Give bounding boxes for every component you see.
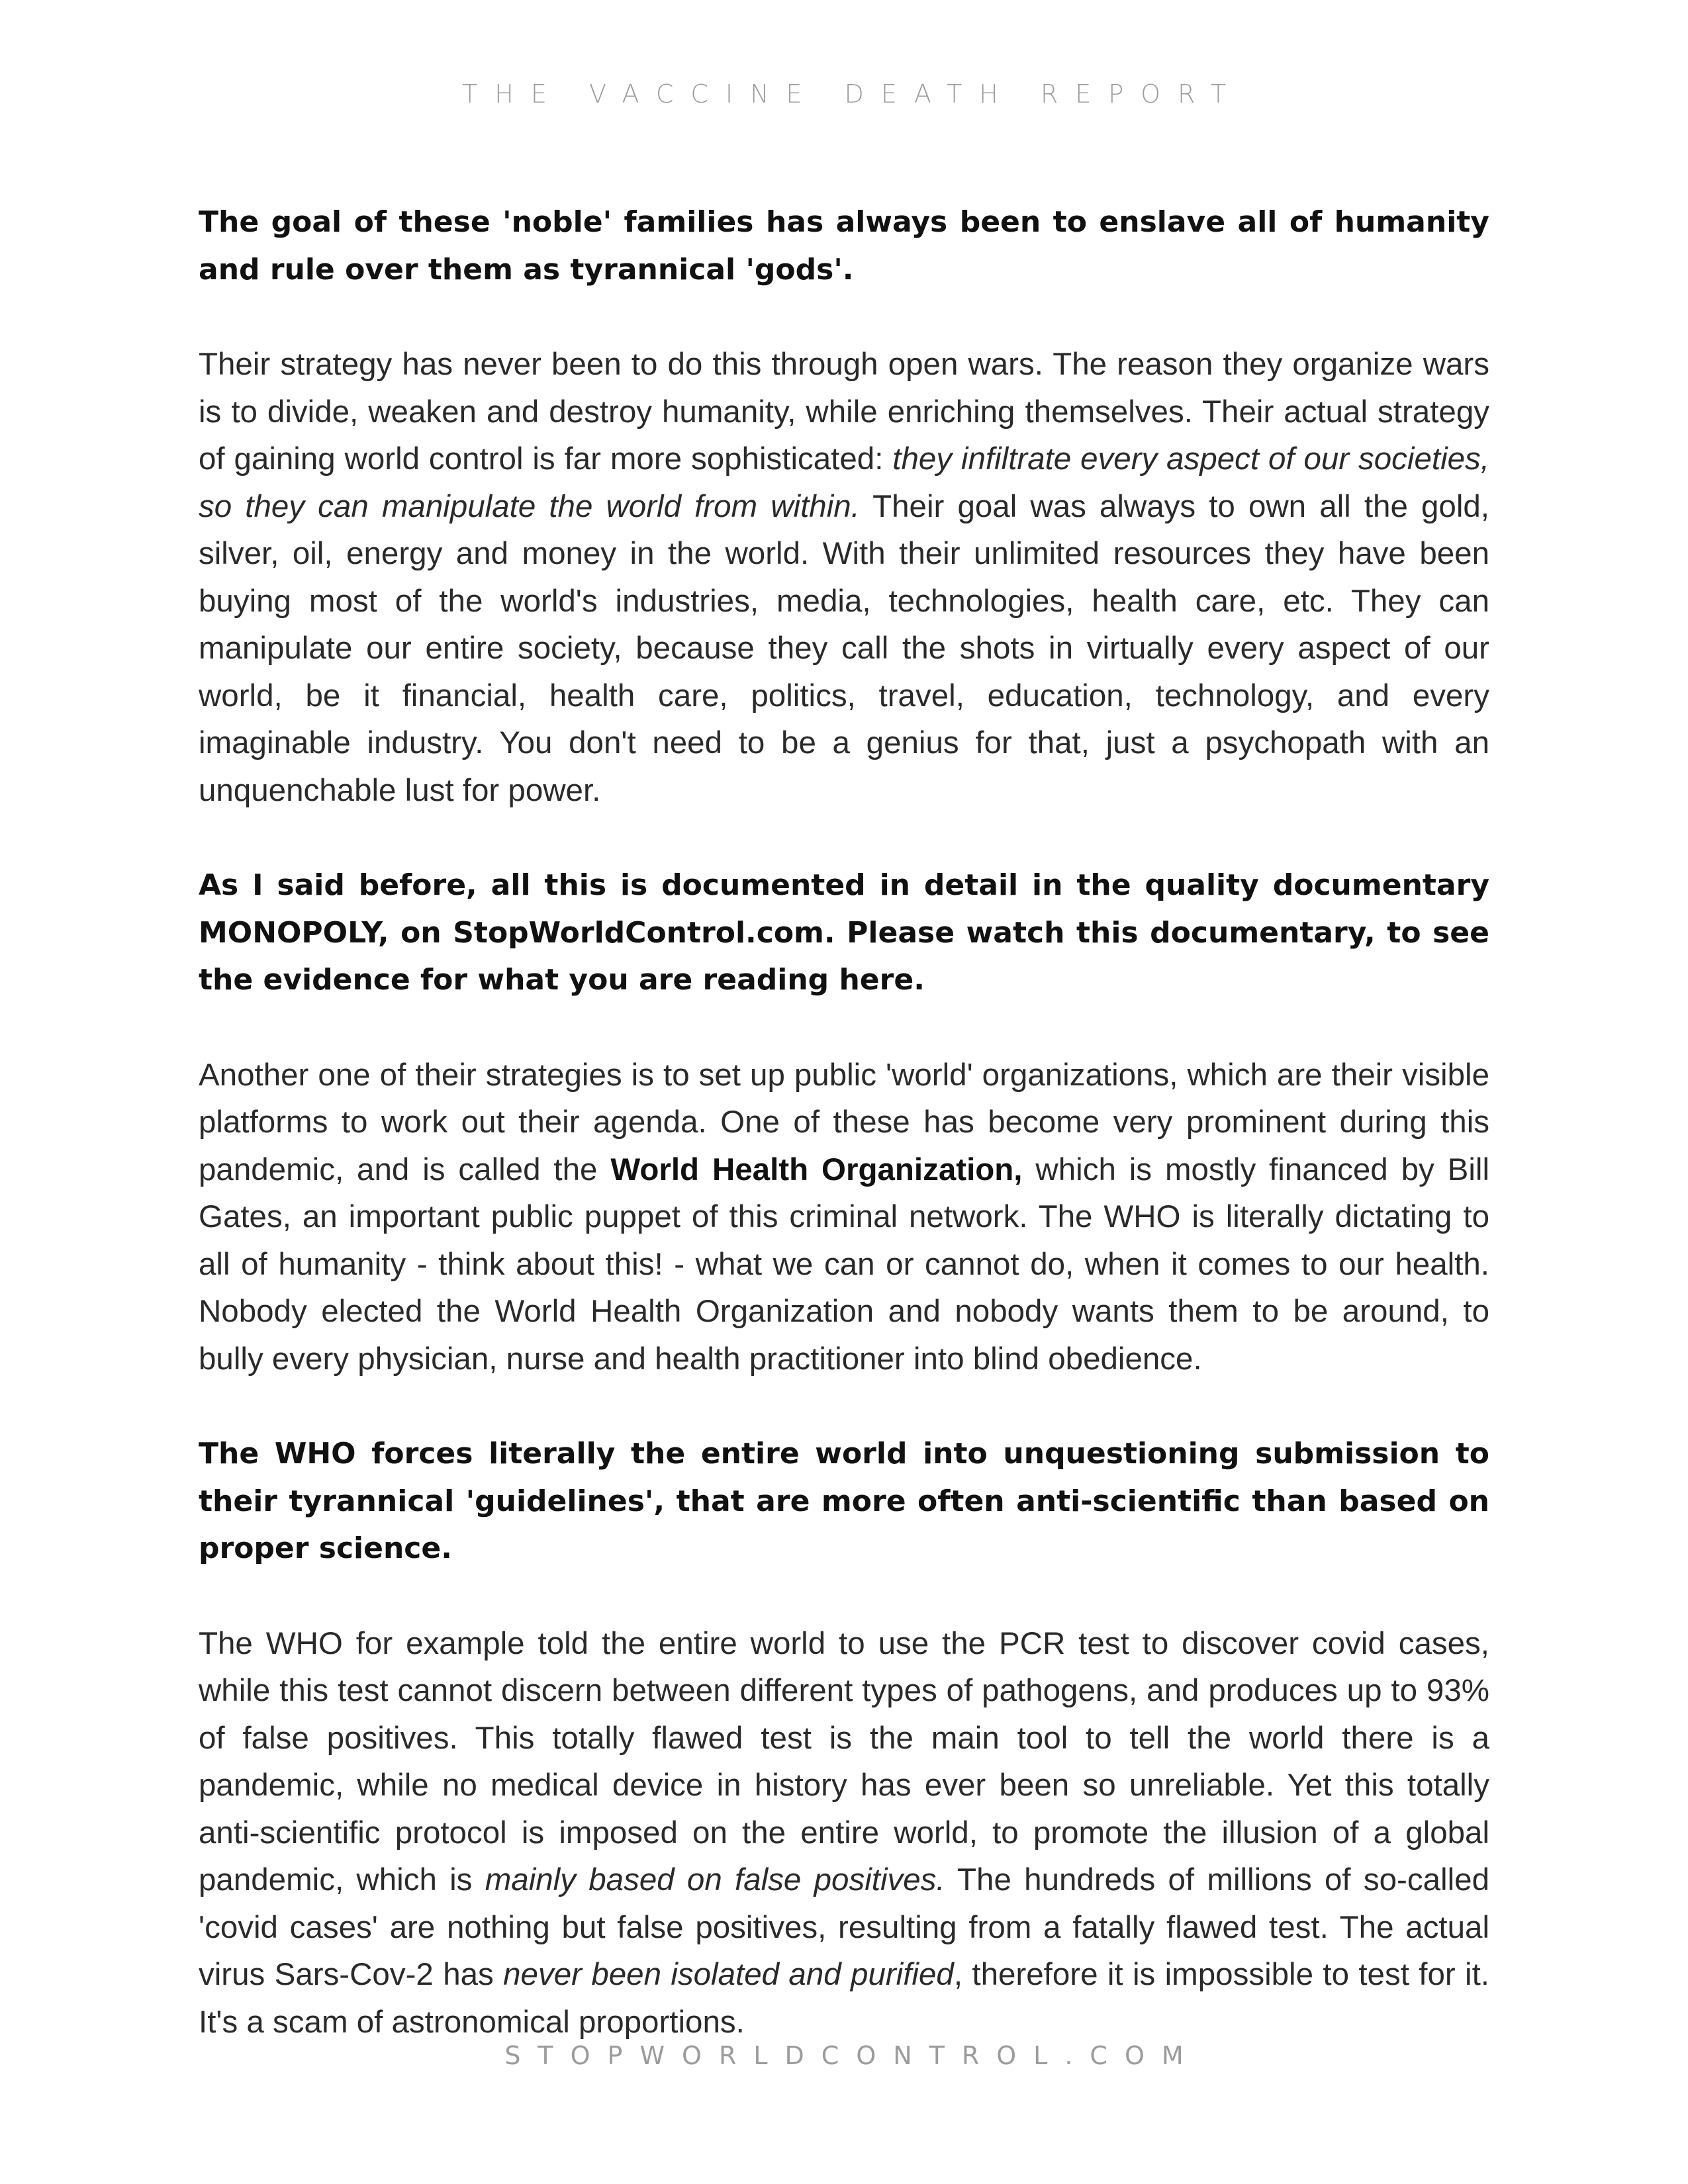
- paragraph-strategy-text-c: Their goal was always to own all the gold, silver, oil, energy and money in the world. With their unlimited resources they have been buying most of the world's industries, media, technologies, health care, etc. They can manipulate our entire society, because they call the shots in virtually every aspect of our world, be it financial, health care, politics, travel, education, technology, and every imaginable industry. You don't need to be a genius for that, just a psychopath with an unquenchable lust for power.: [199, 488, 1489, 808]
- paragraph-monopoly-documentary: As I said before, all this is documented in detail in the quality documentary MONOPOLY, on StopWorldControl.com. Please watch this documentary, to see the evidence for what you are reading here.: [199, 868, 1489, 997]
- running-header: THE VACCINE DEATH REPORT: [462, 79, 1243, 109]
- paragraph-pcr-test-text-c: The hundreds of millions of so-called 'covid cases' are nothing but false positives, resulting from a fatally flawed test. The actual virus Sars-Cov-2 has: [199, 1862, 1489, 1992]
- paragraph-strategy: [199, 341, 1489, 814]
- paragraph-world-organizations-text-a: Another one of their strategies is to set up public 'world' organizations, which are their visible platforms to work out their agenda. One of these has become very prominent during this pandemic, and is called the: [199, 1057, 1489, 1187]
- paragraph-who-forces: The WHO forces literally the entire world into unquestioning submission to their tyrannical 'guidelines', that are more often anti-scientific than based on proper science.: [199, 1437, 1489, 1565]
- page-content: [199, 199, 1489, 2046]
- paragraph-gap: [199, 1572, 1489, 1620]
- paragraph-pcr-test-emphasis-b: mainly based on false positives.: [485, 1862, 945, 1897]
- paragraph-world-organizations-text-c: which is mostly financed by Bill Gates, an important public puppet of this criminal network. The WHO is literally dictating to all of humanity - think about this! - what we can or cannot do, when it comes to our health. Nobody elected the World Health Organization and nobody wants them to be around, to bully every physician, nurse and health practitioner into blind obedience.: [199, 1152, 1489, 1377]
- paragraph-strategy-emphasis: they infiltrate every aspect of our societies, so they can manipulate the world from within.: [199, 441, 1489, 524]
- paragraph-pcr-test-emphasis-d: never been isolated and purified: [503, 1957, 954, 1992]
- paragraph-gap: [199, 814, 1489, 862]
- paragraph-goal-of-families: The goal of these 'noble' families has always been to enslave all of humanity and rule over them as tyrannical 'gods'.: [199, 205, 1489, 287]
- paragraph-gap: [199, 1004, 1489, 1052]
- running-footer: STOPWORLDCONTROL.COM: [504, 2041, 1201, 2070]
- paragraph-pcr-test-text-a: The WHO for example told the entire world to use the PCR test to discover covid cases, while this test cannot discern between different types of pathogens, and produces up to 93% of false positives. This totally flawed test is the main tool to tell the world there is a pandemic, while no medical device in history has ever been so unreliable. Yet this totally anti-scientific protocol is imposed on the entire world, to promote the illusion of a global pandemic, which is: [199, 1625, 1489, 1897]
- who-name-strong: World Health Organization,: [610, 1152, 1023, 1187]
- paragraph-gap: [199, 293, 1489, 341]
- paragraph-pcr-test: [199, 1620, 1489, 2046]
- paragraph-world-organizations: [199, 1052, 1489, 1383]
- paragraph-pcr-test-text-e: , therefore it is impossible to test for it. It's a scam of astronomical proportions.: [199, 1957, 1489, 2040]
- paragraph-gap: [199, 1383, 1489, 1430]
- paragraph-strategy-text-a: Their strategy has never been to do this through open wars. The reason they organize wars is to divide, weaken and destroy humanity, while enriching themselves. Their actual strategy of gaining world control is far more sophisticated:: [199, 347, 1489, 477]
